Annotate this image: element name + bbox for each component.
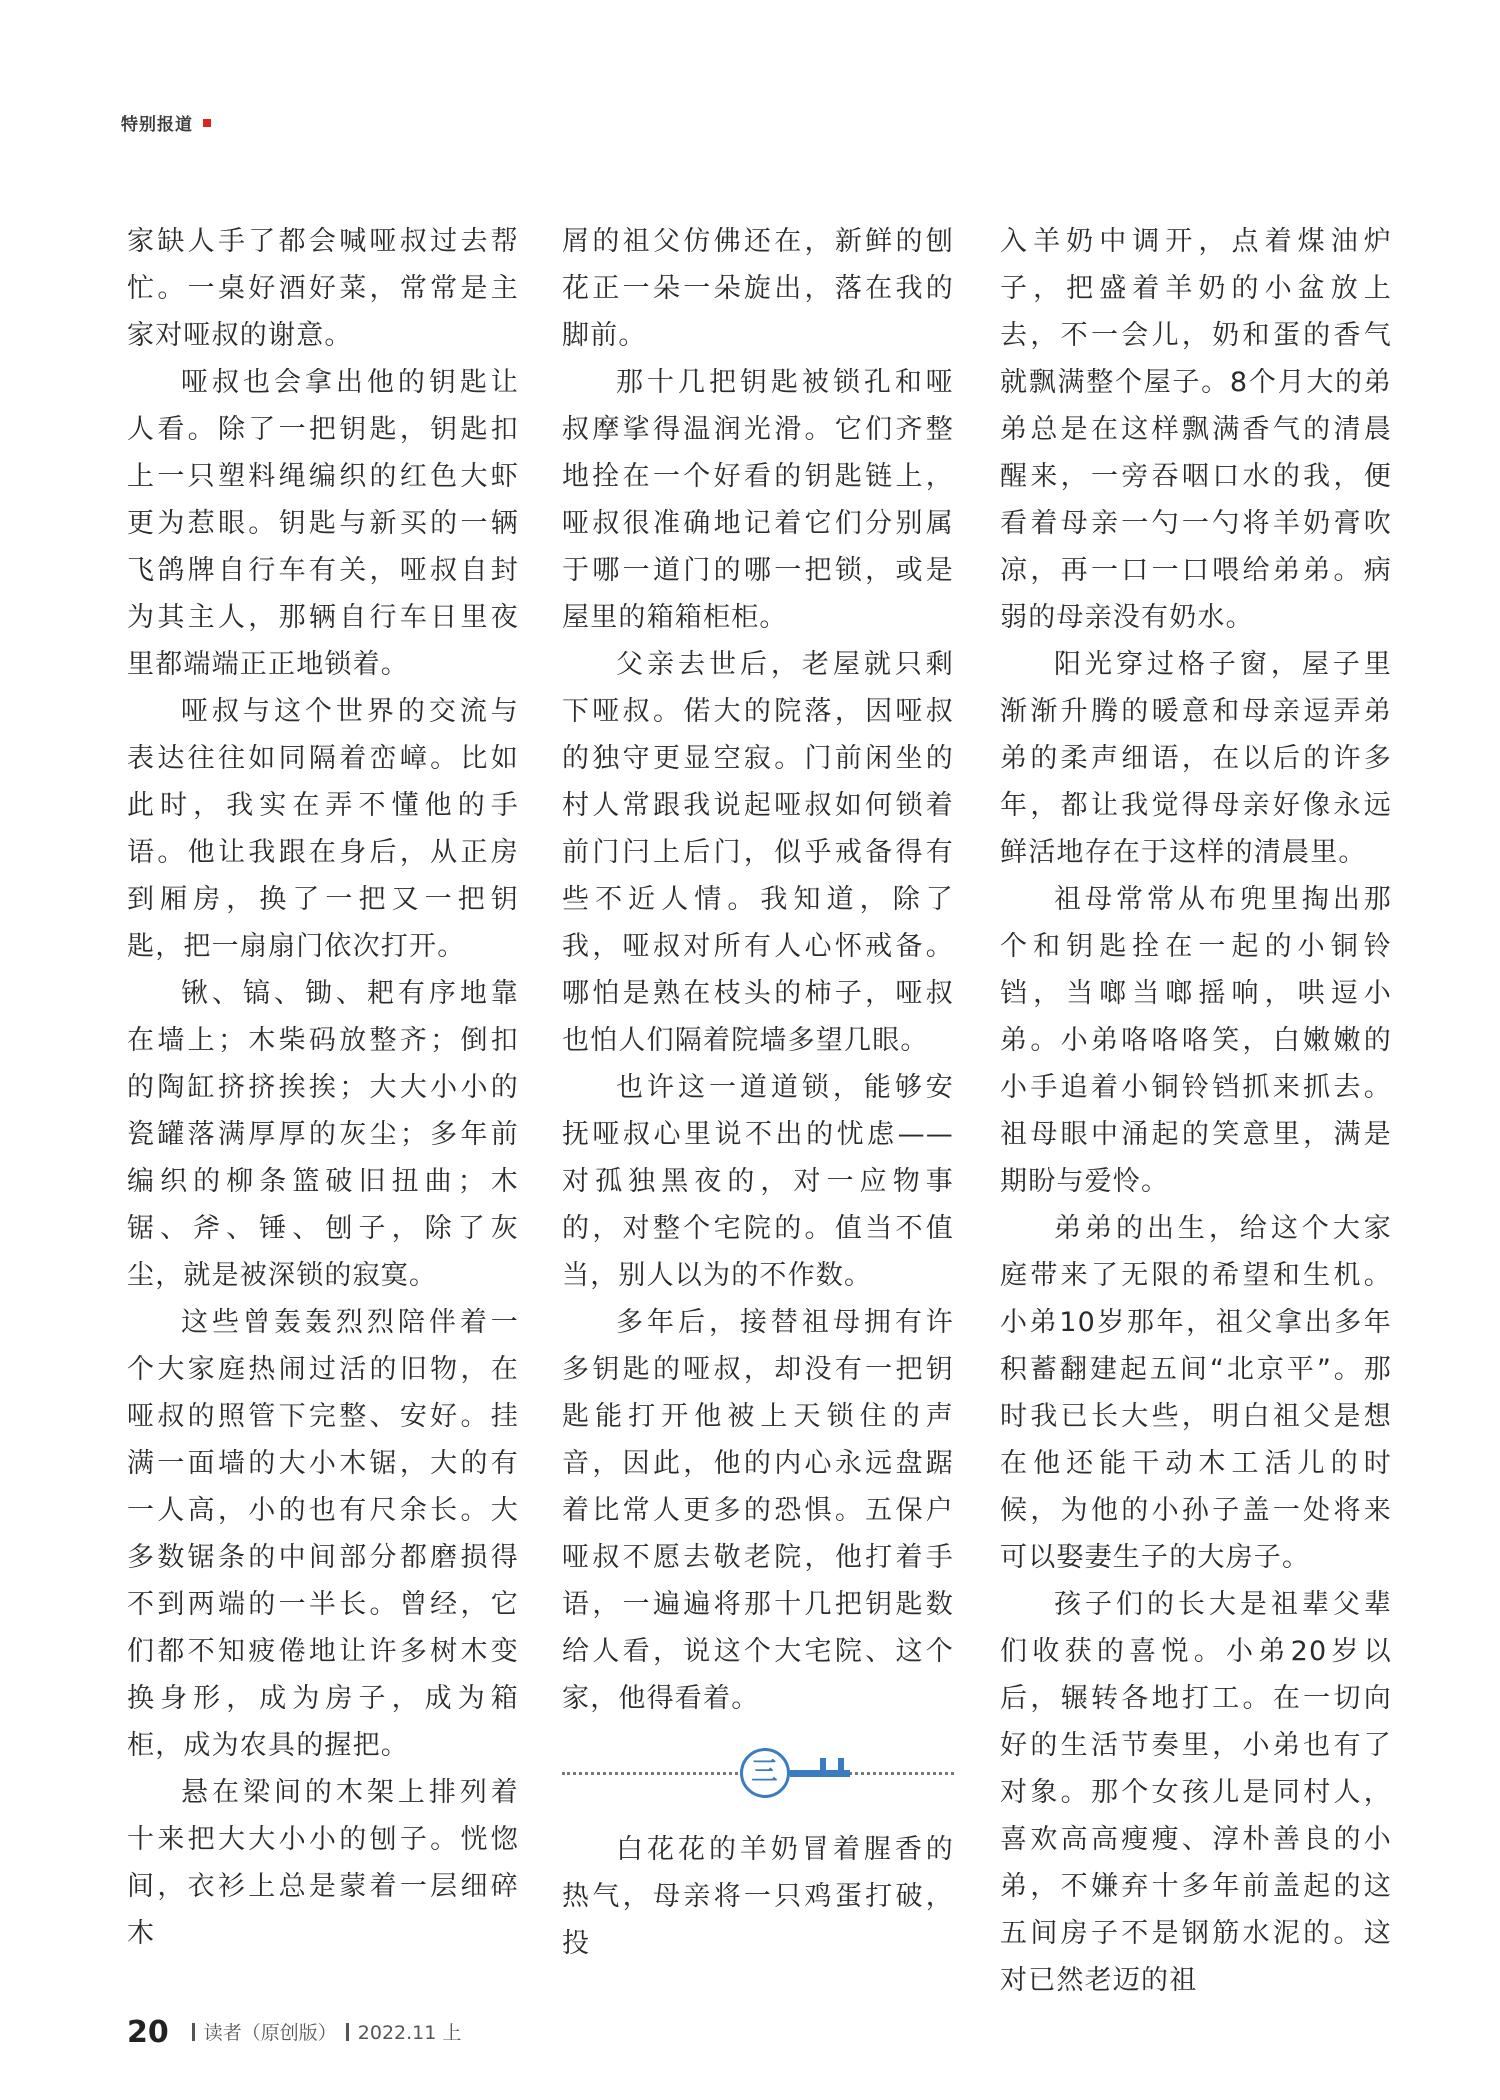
paragraph: 锹、镐、锄、耙有序地靠在墙上；木柴码放整齐；倒扣的陶缸挤挤挨挨；大大小小的瓷罐落满厚厚的灰尘；多年前编织的柳条篮破旧扭曲；木锯、斧、锤、刨子，除了灰尘，就是被深锁的寂寞。 (127, 978, 519, 1291)
column-1 (127, 218, 519, 1949)
page-number: 20 (127, 2015, 169, 2050)
section-header (121, 110, 211, 135)
paragraph: 哑叔也会拿出他的钥匙让人看。除了一把钥匙，钥匙扣上一只塑料绳编织的红色大虾更为惹眼。钥匙与新买的一辆飞鸽牌自行车有关，哑叔自封为其主人，那辆自行车日里夜里都端端正正地锁着。 (127, 367, 519, 680)
key-tooth-icon (820, 1758, 826, 1772)
column-3 (1000, 218, 1392, 1996)
section-divider (562, 1732, 954, 1812)
paragraph: 这些曾轰轰烈烈陪伴着一个大家庭热闹过活的旧物，在哑叔的照管下完整、安好。挂满一面墙的大小木锯，大的有一人高，小的也有尺余长。大多数锯条的中间部分都磨损得不到两端的一半长。曾经，它们都不知疲倦地让许多树木变换身形，成为房子，成为箱柜，成为农具的握把。 (127, 1307, 519, 1761)
paragraph: 屑的祖父仿佛还在，新鲜的刨花正一朵一朵旋出，落在我的脚前。 (562, 226, 954, 351)
paragraph: 哑叔与这个世界的交流与表达往往如同隔着峦嶂。比如此时，我实在弄不懂他的手语。他让我跟在身后，从正房到厢房，换了一把又一把钥匙，把一扇扇门依次打开。 (127, 696, 519, 962)
paragraph: 弟弟的出生，给这个大家庭带来了无限的希望和生机。小弟10岁那年，祖父拿出多年积蓄翻建起五间“北京平”。那时我已长大些，明白祖父是想在他还能干动木工活儿的时候，为他的小孙子盖一处将来可以娶妻生子的大房子。 (1000, 1213, 1392, 1573)
section-number-badge: 三 (740, 1748, 790, 1798)
footer-separator (192, 2023, 195, 2041)
red-square-icon (203, 119, 211, 127)
key-tooth-icon (838, 1758, 844, 1772)
paragraph: 祖母常常从布兜里掏出那个和钥匙拴在一起的小铜铃铛，当啷当啷摇响，哄逗小弟。小弟咯咯咯笑，白嫩嫩的小手追着小铜铃铛抓来抓去。祖母眼中涌起的笑意里，满是期盼与爱怜。 (1000, 884, 1392, 1197)
section-title: 特别报道 (121, 115, 193, 135)
paragraph: 入羊奶中调开，点着煤油炉子，把盛着羊奶的小盆放上去，不一会儿，奶和蛋的香气就飘满整个屋子。8个月大的弟弟总是在这样飘满香气的清晨醒来，一旁吞咽口水的我，便看着母亲一勺一勺将羊奶膏吹凉，再一口一口喂给弟弟。病弱的母亲没有奶水。 (1000, 226, 1392, 633)
paragraph: 阳光穿过格子窗，屋子里渐渐升腾的暖意和母亲逗弄弟弟的柔声细语，在以后的许多年，都让我觉得母亲好像永远鲜活地存在于这样的清晨里。 (1000, 649, 1392, 868)
footer-separator (346, 2023, 349, 2041)
paragraph: 也许这一道道锁，能够安抚哑叔心里说不出的忧虑——对孤独黑夜的，对一应物事的，对整个宅院的。值当不值当，别人以为的不作数。 (562, 1072, 954, 1291)
paragraph: 家缺人手了都会喊哑叔过去帮忙。一桌好酒好菜，常常是主家对哑叔的谢意。 (127, 226, 519, 351)
paragraph: 父亲去世后，老屋就只剩下哑叔。偌大的院落，因哑叔的独守更显空寂。门前闲坐的村人常跟我说起哑叔如何锁着前门闩上后门，似乎戒备得有些不近人情。我知道，除了我，哑叔对所有人心怀戒备。哪怕是熟在枝头的柿子，哑叔也怕人们隔着院墙多望几眼。 (562, 649, 954, 1056)
paragraph: 那十几把钥匙被锁孔和哑叔摩挲得温润光滑。它们齐整地拴在一个好看的钥匙链上，哑叔很准确地记着它们分别属于哪一道门的哪一把锁，或是屋里的箱箱柜柜。 (562, 367, 954, 633)
paragraph: 多年后，接替祖母拥有许多钥匙的哑叔，却没有一把钥匙能打开他被上天锁住的声音，因此，他的内心永远盘踞着比常人更多的恐惧。五保户哑叔不愿去敬老院，他打着手语，一遍遍将那十几把钥匙数给人看，说这个大宅院、这个家，他得看着。 (562, 1307, 954, 1714)
page-footer (127, 2015, 461, 2050)
paragraph: 悬在梁间的木架上排列着十来把大大小小的刨子。恍惚间，衣衫上总是蒙着一层细碎木 (127, 1777, 519, 1949)
paragraph: 孩子们的长大是祖辈父辈们收获的喜悦。小弟20岁以后，辗转各地打工。在一切向好的生活节奏里，小弟也有了对象。那个女孩儿是同村人，喜欢高高瘦瘦、淳朴善良的小弟，不嫌弃十多年前盖起的这五间房子不是钢筋水泥的。这对已然老迈的祖 (1000, 1589, 1392, 1996)
column-2 (562, 218, 954, 1959)
magazine-name: 读者（原创版） (203, 2022, 337, 2044)
issue-date: 2022.11 上 (357, 2022, 462, 2044)
paragraph: 白花花的羊奶冒着腥香的热气，母亲将一只鸡蛋打破，投 (562, 1834, 954, 1959)
